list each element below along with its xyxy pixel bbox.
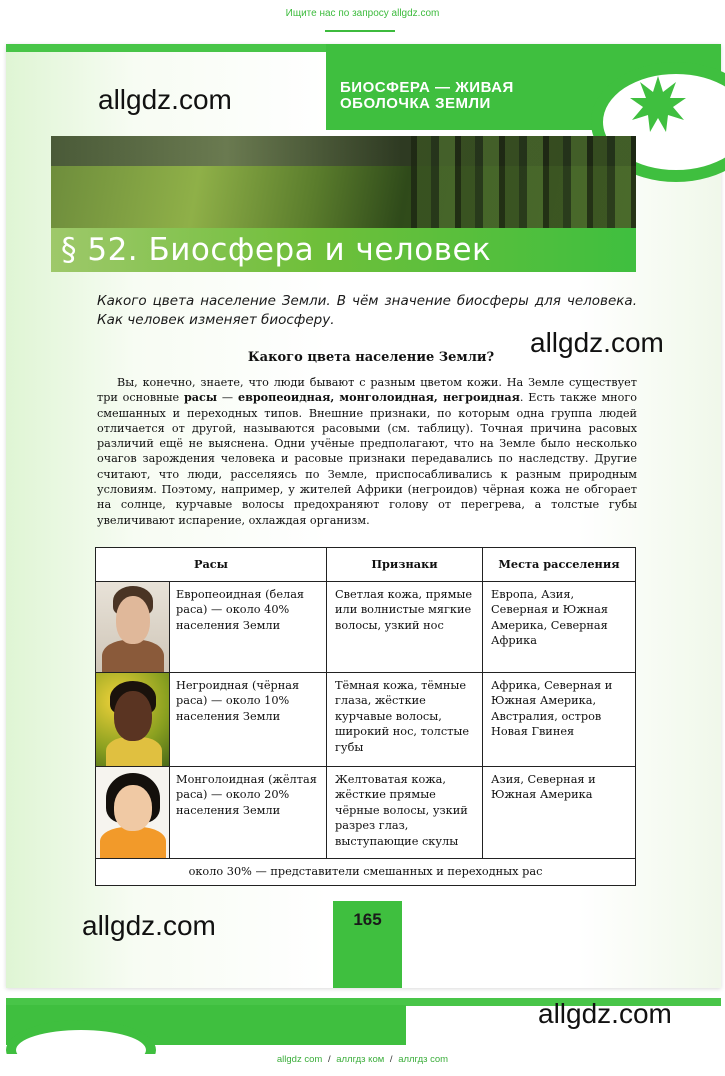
bottom-link[interactable]: аллгдз com	[398, 1054, 449, 1065]
bottom-links-bar	[0, 1054, 725, 1076]
watermark: allgdz.com	[98, 84, 232, 115]
link-separator: /	[327, 1054, 331, 1065]
term-races: расы	[183, 390, 218, 405]
page-number: 165	[353, 910, 382, 929]
race-cell: Монголоидная (жёлтая раса) — около 20% населения Земли	[170, 767, 327, 859]
intro-questions: Какого цвета население Земли. В чём значение биосферы для человека. Как человек изменяет биосферу.	[97, 293, 637, 328]
watermark: allgdz.com	[82, 910, 216, 941]
top-divider	[325, 30, 395, 32]
header-signs: Признаки	[327, 548, 483, 582]
watermark: allgdz.com	[530, 327, 664, 358]
table-row	[96, 582, 636, 673]
race-cell: Европеоидная (белая раса) — около 40% населения Земли	[170, 582, 327, 673]
top-search-hint[interactable]: Ищите нас по запросу allgdz.com	[285, 8, 440, 19]
term-race-names: европеоидная, монголоидная, негроидная	[237, 390, 520, 405]
body-text: . Есть также много смешанных и переходных типов. Внешние признаки, по которым одна группа людей отличается от другой, называются расовыми (см. таблицу). Точная причина расовых различий ещё не выяснена. Одни учёные предполагают, что на Земле было несколько очагов зарождения человека и расовые признаки передавались по наследству. Другие считают, что люди, расселяясь по Земле, приспосабливались к разным природным условиям. Поэтому, например, у жителей Африки (негроидов) чёрная кожа не обгорает на солнце, курчавые волосы предохраняют голову от перегрева, а толстые губы увеличивают испарение, охлаждая организм.	[97, 391, 637, 527]
body-paragraph	[97, 375, 637, 528]
bottom-link[interactable]: allgdz com	[276, 1054, 323, 1065]
table-header-row	[96, 548, 636, 582]
table-footer-row	[96, 859, 636, 886]
header-places: Места расселения	[483, 548, 636, 582]
subheading: Какого цвета население Земли?	[247, 350, 495, 365]
signs-cell: Тёмная кожа, тёмные глаза, жёсткие курчавые волосы, широкий нос, толстые губы	[327, 673, 483, 767]
link-separator: /	[389, 1054, 393, 1065]
body-text: —	[217, 391, 238, 405]
signs-cell: Светлая кожа, прямые или волнистые мягкие волосы, узкий нос	[327, 582, 483, 673]
places-cell: Африка, Северная и Южная Америка, Австралия, остров Новая Гвинея	[483, 673, 636, 767]
portrait-african	[96, 673, 169, 766]
section-title: БИОСФЕРА — ЖИВАЯ ОБОЛОЧКА ЗЕМЛИ	[340, 79, 514, 112]
header-races: Расы	[96, 548, 327, 582]
chapter-banner	[51, 136, 636, 272]
portrait-asian	[96, 767, 169, 858]
mixed-races-note: около 30% — представители смешанных и переходных рас	[96, 859, 636, 886]
race-cell: Негроидная (чёрная раса) — около 10% населения Земли	[170, 673, 327, 767]
bottom-link[interactable]: аллгдз ком	[336, 1054, 385, 1065]
paragraph-title: § 52. Биосфера и человек	[61, 232, 492, 268]
signs-cell: Желтоватая кожа, жёсткие прямые чёрные волосы, узкий разрез глаз, выступающие скулы	[327, 767, 483, 859]
banner-forest	[411, 136, 636, 236]
star-burst-icon	[628, 74, 688, 134]
table-row	[96, 673, 636, 767]
races-table	[95, 547, 636, 886]
photo-cell	[96, 767, 170, 859]
places-cell: Европа, Азия, Северная и Южная Америка, Северная Африка	[483, 582, 636, 673]
photo-cell	[96, 582, 170, 673]
places-cell: Азия, Северная и Южная Америка	[483, 767, 636, 859]
table-row	[96, 767, 636, 859]
watermark: allgdz.com	[538, 998, 672, 1029]
body-text: Вы, конечно, знаете, что люди бывают с разным цветом кожи. На Земле существует три основные	[97, 376, 637, 405]
photo-cell	[96, 673, 170, 767]
portrait-european	[96, 582, 169, 672]
